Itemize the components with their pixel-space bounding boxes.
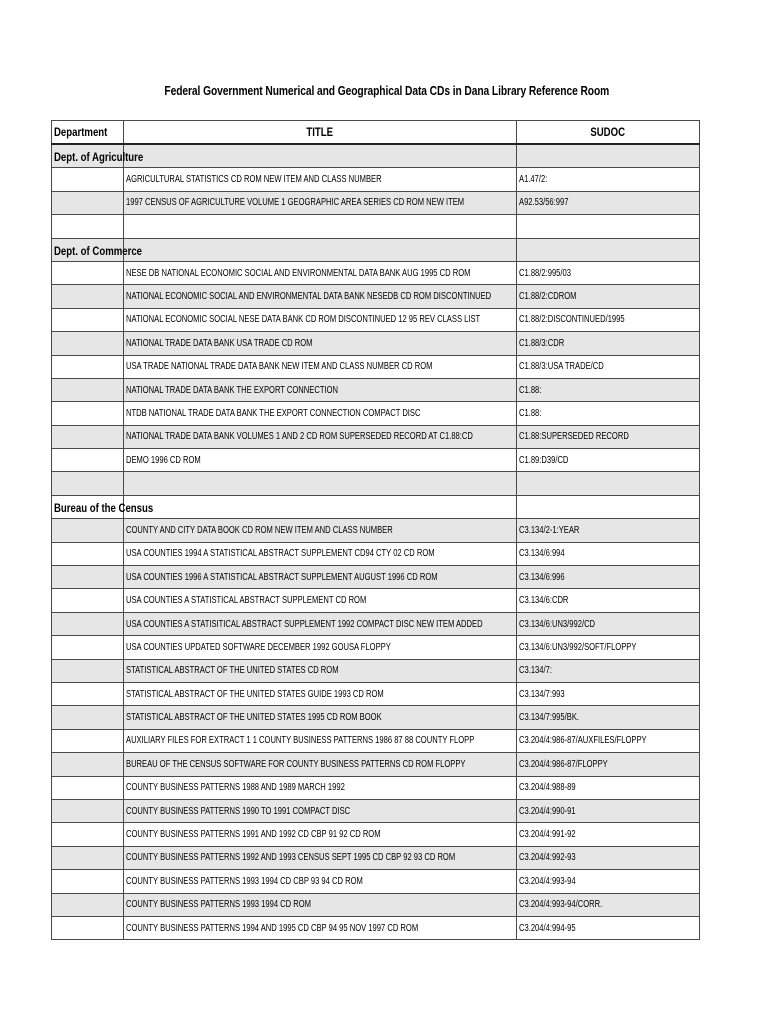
title-cell-text: USA COUNTIES UPDATED SOFTWARE DECEMBER 1992 GOUSA FLOPPY (126, 641, 392, 653)
sudoc-cell (516, 893, 699, 916)
title-cell-text: USA COUNTIES A STATISTICAL ABSTRACT SUPPLEMENT CD ROM (126, 595, 367, 607)
department-cell (52, 659, 124, 682)
title-cell (124, 238, 517, 261)
sudoc-cell (516, 870, 699, 893)
title-cell-text: COUNTY BUSINESS PATTERNS 1994 AND 1995 CD CBP 94 95 NOV 1997 CD ROM (126, 922, 419, 934)
sudoc-cell (516, 916, 699, 939)
sudoc-cell (516, 823, 699, 846)
department-cell-text: Bureau of the Census (54, 500, 154, 515)
title-cell (124, 472, 517, 495)
table-row (52, 425, 700, 448)
blank-row (52, 472, 700, 495)
title-cell (124, 144, 517, 168)
table-row (52, 893, 700, 916)
title-cell-text: NATIONAL ECONOMIC SOCIAL AND ENVIRONMENTAL DATA BANK NESEDB CD ROM DISCONTINUED (126, 291, 492, 303)
sudoc-cell-text: C3.204/4:988-89 (518, 782, 576, 794)
sudoc-cell-text: C1.88/3:USA TRADE/CD (518, 361, 604, 373)
sudoc-cell-text: C1.88: (518, 407, 542, 419)
sudoc-cell (516, 425, 699, 448)
department-cell (52, 378, 124, 401)
table-row (52, 285, 700, 308)
department-cell (52, 776, 124, 799)
title-cell (124, 402, 517, 425)
department-cell (52, 238, 143, 261)
header-sudoc-text: SUDOC (590, 125, 626, 139)
table-row (52, 823, 700, 846)
title-cell-text: COUNTY BUSINESS PATTERNS 1993 1994 CD CBP 93 94 CD ROM (126, 875, 364, 887)
department-cell (52, 168, 124, 191)
title-cell-text: NATIONAL TRADE DATA BANK USA TRADE CD ROM (126, 337, 313, 349)
title-cell (124, 659, 517, 682)
title-cell-text: STATISTICAL ABSTRACT OF THE UNITED STATES GUIDE 1993 CD ROM (126, 688, 384, 700)
title-cell-text: COUNTY AND CITY DATA BOOK CD ROM NEW ITEM AND CLASS NUMBER (126, 524, 393, 536)
sudoc-cell (516, 449, 699, 472)
department-cell (52, 191, 124, 214)
table-row (52, 449, 700, 472)
title-cell-text: COUNTY BUSINESS PATTERNS 1988 AND 1989 MARCH 1992 (126, 782, 346, 794)
department-cell (52, 495, 154, 518)
department-cell (52, 893, 124, 916)
sudoc-cell-text: C3.204/4:992-93 (518, 852, 576, 864)
department-cell (52, 916, 124, 939)
title-cell-text: COUNTY BUSINESS PATTERNS 1993 1994 CD ROM (126, 899, 312, 911)
title-cell-text: NATIONAL ECONOMIC SOCIAL NESE DATA BANK CD ROM DISCONTINUED 12 95 REV CLASS LIST (126, 314, 481, 326)
department-cell (52, 612, 124, 635)
department-cell (52, 144, 144, 168)
department-cell (52, 285, 124, 308)
sudoc-cell-text: C3.204/4:994-95 (518, 922, 576, 934)
blank-row (52, 215, 700, 238)
table-row (52, 332, 700, 355)
sudoc-cell-text: C3.134/7: (518, 665, 552, 677)
department-cell (52, 332, 124, 355)
title-cell-text: STATISTICAL ABSTRACT OF THE UNITED STATES 1995 CD ROM BOOK (126, 712, 382, 724)
table-row (52, 846, 700, 869)
table-row (52, 612, 700, 635)
sudoc-cell-text: C1.88/2:DISCONTINUED/1995 (518, 314, 625, 326)
title-cell (124, 308, 517, 331)
title-cell (124, 449, 517, 472)
department-cell (52, 566, 124, 589)
sudoc-cell-text: C3.134/6:UN3/992/CD (518, 618, 595, 630)
department-cell (52, 823, 124, 846)
sudoc-cell-text: C1.88/2:995/03 (518, 267, 571, 279)
title-cell-text: AUXILIARY FILES FOR EXTRACT 1 1 COUNTY BUSINESS PATTERNS 1986 87 88 COUNTY FLOPP (126, 735, 475, 747)
department-row (52, 495, 700, 518)
title-cell (124, 682, 517, 705)
sudoc-cell-text: C3.204/4:986-87/FLOPPY (518, 758, 608, 770)
sudoc-cell (516, 659, 699, 682)
title-cell-text: COUNTY BUSINESS PATTERNS 1990 TO 1991 COMPACT DISC (126, 805, 351, 817)
table-row (52, 659, 700, 682)
department-cell (52, 215, 124, 238)
department-cell (52, 355, 124, 378)
department-cell (52, 636, 124, 659)
table-row (52, 355, 700, 378)
table-row (52, 589, 700, 612)
title-cell-text: AGRICULTURAL STATISTICS CD ROM NEW ITEM AND CLASS NUMBER (126, 174, 382, 186)
title-cell-text: DEMO 1996 CD ROM (126, 454, 201, 466)
data-table (51, 120, 700, 940)
title-cell (124, 215, 517, 238)
title-cell-text: NESE DB NATIONAL ECONOMIC SOCIAL AND ENVIRONMENTAL DATA BANK AUG 1995 CD ROM (126, 267, 471, 279)
sudoc-cell (516, 168, 699, 191)
sudoc-cell (516, 144, 699, 168)
title-cell (124, 753, 517, 776)
table-row (52, 916, 700, 939)
table-row (52, 636, 700, 659)
title-cell-text: COUNTY BUSINESS PATTERNS 1991 AND 1992 CD CBP 91 92 CD ROM (126, 829, 381, 841)
sudoc-cell-text: C3.204/4:993-94 (518, 875, 576, 887)
table-row (52, 168, 700, 191)
title-cell (124, 378, 517, 401)
table-row (52, 776, 700, 799)
sudoc-cell-text: C1.88: (518, 384, 542, 396)
title-cell (124, 776, 517, 799)
department-cell (52, 682, 124, 705)
department-cell (52, 449, 124, 472)
sudoc-cell (516, 799, 699, 822)
table-row (52, 308, 700, 331)
sudoc-cell-text: C3.204/4:991-92 (518, 829, 576, 841)
header-department-text: Department (54, 125, 108, 139)
title-cell-text: STATISTICAL ABSTRACT OF THE UNITED STATES CD ROM (126, 665, 339, 677)
sudoc-cell (516, 682, 699, 705)
department-cell (52, 799, 124, 822)
table-row (52, 753, 700, 776)
title-cell (124, 799, 517, 822)
sudoc-cell-text: C1.88/3:CDR (518, 337, 565, 349)
title-cell (124, 355, 517, 378)
table-row (52, 261, 700, 284)
sudoc-cell (516, 753, 699, 776)
sudoc-cell-text: C3.204/4:990-91 (518, 805, 576, 817)
sudoc-cell (516, 542, 699, 565)
title-cell (124, 589, 517, 612)
department-row (52, 144, 700, 168)
header-title-text: TITLE (306, 125, 334, 139)
table-row (52, 706, 700, 729)
title-cell-text: 1997 CENSUS OF AGRICULTURE VOLUME 1 GEOGRAPHIC AREA SERIES CD ROM NEW ITEM (126, 197, 465, 209)
title-cell (124, 870, 517, 893)
table-row (52, 729, 700, 752)
sudoc-cell (516, 261, 699, 284)
title-cell (124, 566, 517, 589)
table-row (52, 191, 700, 214)
sudoc-cell-text: C3.134/6:996 (518, 571, 565, 583)
sudoc-cell (516, 215, 699, 238)
department-cell (52, 846, 124, 869)
title-cell (124, 636, 517, 659)
department-cell (52, 870, 124, 893)
department-cell (52, 402, 124, 425)
title-cell (124, 846, 517, 869)
title-cell (124, 425, 517, 448)
title-cell (124, 261, 517, 284)
sudoc-cell-text: C1.88:SUPERSEDED RECORD (518, 431, 629, 443)
sudoc-cell (516, 706, 699, 729)
department-cell (52, 425, 124, 448)
department-cell (52, 519, 124, 542)
title-cell (124, 332, 517, 355)
sudoc-cell-text: C3.134/6:994 (518, 548, 565, 560)
sudoc-cell-text: C3.134/7:993 (518, 688, 565, 700)
table-row (52, 542, 700, 565)
table-row (52, 378, 700, 401)
sudoc-cell-text: C3.204/4:986-87/AUXFILES/FLOPPY (518, 735, 647, 747)
sudoc-cell (516, 285, 699, 308)
sudoc-cell (516, 378, 699, 401)
sudoc-cell (516, 191, 699, 214)
sudoc-cell (516, 636, 699, 659)
department-cell (52, 589, 124, 612)
sudoc-cell (516, 566, 699, 589)
title-cell-text: NATIONAL TRADE DATA BANK THE EXPORT CONNECTION (126, 384, 339, 396)
title-cell (124, 285, 517, 308)
title-cell (124, 706, 517, 729)
header-title (124, 121, 517, 145)
table-row (52, 566, 700, 589)
sudoc-cell-text: A1.47/2: (518, 174, 548, 186)
sudoc-cell (516, 472, 699, 495)
header-sudoc (516, 121, 699, 145)
department-cell (52, 753, 124, 776)
sudoc-cell (516, 519, 699, 542)
sudoc-cell (516, 355, 699, 378)
department-cell-text: Dept. of Commerce (54, 243, 143, 258)
title-cell (124, 519, 517, 542)
title-cell (124, 916, 517, 939)
sudoc-cell-text: C3.204/4:993-94/CORR. (518, 899, 603, 911)
title-cell (124, 612, 517, 635)
sudoc-cell-text: A92.53/56:997 (518, 197, 569, 209)
title-cell-text: BUREAU OF THE CENSUS SOFTWARE FOR COUNTY BUSINESS PATTERNS CD ROM FLOPPY (126, 758, 466, 770)
department-cell (52, 706, 124, 729)
title-cell (124, 495, 517, 518)
table-row (52, 870, 700, 893)
title-cell (124, 729, 517, 752)
table-row (52, 799, 700, 822)
sudoc-cell (516, 589, 699, 612)
table-row (52, 519, 700, 542)
sudoc-cell (516, 308, 699, 331)
department-cell (52, 261, 124, 284)
sudoc-cell (516, 238, 699, 261)
title-cell-text: USA COUNTIES 1996 A STATISTICAL ABSTRACT SUPPLEMENT AUGUST 1996 CD ROM (126, 571, 438, 583)
sudoc-cell (516, 402, 699, 425)
sudoc-cell-text: C3.134/6:CDR (518, 595, 569, 607)
department-cell (52, 308, 124, 331)
page-title: Federal Government Numerical and Geographical Data CDs in Dana Library Reference Room (164, 84, 610, 98)
department-cell (52, 542, 124, 565)
sudoc-cell (516, 495, 699, 518)
sudoc-cell-text: C1.88/2:CDROM (518, 291, 577, 303)
title-cell (124, 823, 517, 846)
title-cell-text: USA COUNTIES 1994 A STATISTICAL ABSTRACT SUPPLEMENT CD94 CTY 02 CD ROM (126, 548, 435, 560)
department-cell (52, 729, 124, 752)
sudoc-cell-text: C3.134/6:UN3/992/SOFT/FLOPPY (518, 641, 637, 653)
header-department (52, 121, 124, 145)
sudoc-cell (516, 332, 699, 355)
title-cell-text: NATIONAL TRADE DATA BANK VOLUMES 1 AND 2 CD ROM SUPERSEDED RECORD AT C1.88:CD (126, 431, 474, 443)
table-body (52, 121, 700, 940)
title-cell (124, 542, 517, 565)
sudoc-cell (516, 776, 699, 799)
sudoc-cell-text: C3.134/2-1:YEAR (518, 524, 580, 536)
sudoc-cell-text: C1.89:D39/CD (518, 454, 569, 466)
title-cell-text: USA COUNTIES A STATISITICAL ABSTRACT SUPPLEMENT 1992 COMPACT DISC NEW ITEM ADDED (126, 618, 483, 630)
sudoc-cell-text: C3.134/7:995/BK. (518, 712, 579, 724)
title-cell (124, 893, 517, 916)
table-row (52, 682, 700, 705)
department-row (52, 238, 700, 261)
title-cell-text: COUNTY BUSINESS PATTERNS 1992 AND 1993 CENSUS SEPT 1995 CD CBP 92 93 CD ROM (126, 852, 456, 864)
sudoc-cell (516, 612, 699, 635)
title-cell-text: NTDB NATIONAL TRADE DATA BANK THE EXPORT CONNECTION COMPACT DISC (126, 407, 421, 419)
sudoc-cell (516, 729, 699, 752)
title-cell-text: USA TRADE NATIONAL TRADE DATA BANK NEW ITEM AND CLASS NUMBER CD ROM (126, 361, 433, 373)
department-cell-text: Dept. of Agriculture (54, 150, 144, 164)
title-cell (124, 191, 517, 214)
title-cell (124, 168, 517, 191)
header-row (52, 121, 700, 145)
table-row (52, 402, 700, 425)
sudoc-cell (516, 846, 699, 869)
department-cell (52, 472, 124, 495)
